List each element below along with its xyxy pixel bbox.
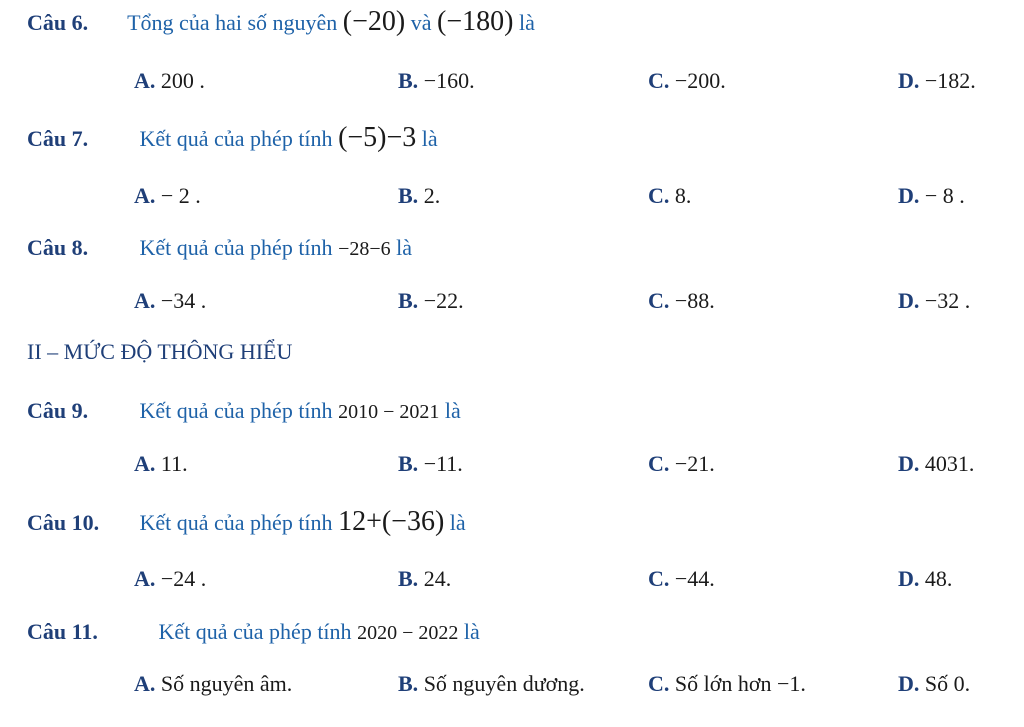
option-value: Số 0.	[924, 671, 971, 696]
question-connector: và	[410, 10, 432, 35]
question-tail: là	[463, 619, 480, 644]
option-d[interactable]	[898, 670, 970, 698]
question-number: Câu 6.	[27, 10, 89, 35]
option-letter: A.	[134, 68, 156, 93]
option-value: 200 .	[160, 68, 205, 93]
option-c[interactable]	[648, 67, 726, 95]
option-letter: A.	[134, 671, 156, 696]
question-text: Kết quả của phép tính	[139, 126, 333, 151]
option-letter: D.	[898, 671, 920, 696]
option-b[interactable]	[398, 67, 475, 95]
option-letter: C.	[648, 451, 670, 476]
options-q7	[0, 182, 1024, 212]
option-value: 2.	[423, 183, 441, 208]
option-letter: B.	[398, 183, 419, 208]
option-value: −21.	[674, 451, 715, 476]
option-letter: C.	[648, 183, 670, 208]
option-b[interactable]	[398, 182, 440, 210]
question-tail: là	[396, 235, 413, 260]
question-tail: là	[518, 10, 535, 35]
question-10	[27, 508, 466, 537]
question-number: Câu 8.	[27, 235, 89, 260]
question-number: Câu 11.	[27, 619, 98, 644]
option-value: −32 .	[924, 288, 971, 313]
question-math: 2020 − 2022	[357, 622, 459, 644]
question-math: 12+(−36)	[338, 506, 445, 537]
option-letter: D.	[898, 566, 920, 591]
option-letter: D.	[898, 288, 920, 313]
option-value: − 2 .	[160, 183, 201, 208]
option-letter: B.	[398, 68, 419, 93]
option-value: − 8 .	[924, 183, 965, 208]
option-c[interactable]	[648, 287, 715, 315]
option-a[interactable]	[134, 287, 206, 315]
option-letter: A.	[134, 183, 156, 208]
question-text: Kết quả của phép tính	[139, 510, 333, 535]
option-c[interactable]	[648, 670, 806, 698]
question-tail: là	[444, 398, 461, 423]
option-letter: C.	[648, 566, 670, 591]
options-q9	[0, 450, 1024, 480]
option-letter: B.	[398, 288, 419, 313]
question-math: −28−6	[338, 238, 391, 260]
question-text: Kết quả của phép tính	[139, 398, 333, 423]
option-letter: B.	[398, 451, 419, 476]
option-value: −34 .	[160, 288, 207, 313]
option-letter: A.	[134, 566, 156, 591]
option-letter: D.	[898, 68, 920, 93]
question-text: Kết quả của phép tính	[139, 235, 333, 260]
option-value: −88.	[674, 288, 715, 313]
question-text: Kết quả của phép tính	[158, 619, 352, 644]
option-letter: D.	[898, 451, 920, 476]
option-value: Số nguyên dương.	[423, 671, 585, 696]
option-letter: C.	[648, 288, 670, 313]
question-math: (−20)	[342, 6, 406, 37]
options-q6	[0, 67, 1024, 97]
question-math: 2010 − 2021	[338, 401, 440, 423]
option-letter: C.	[648, 68, 670, 93]
option-value: −22.	[423, 288, 464, 313]
option-a[interactable]	[134, 67, 205, 95]
option-letter: B.	[398, 566, 419, 591]
option-a[interactable]	[134, 450, 188, 478]
option-d[interactable]	[898, 287, 970, 315]
option-value: 11.	[160, 451, 188, 476]
option-value: −200.	[674, 68, 726, 93]
option-a[interactable]	[134, 182, 201, 210]
question-number: Câu 10.	[27, 510, 100, 535]
option-d[interactable]	[898, 182, 965, 210]
option-value: 4031.	[924, 451, 975, 476]
option-value: Số nguyên âm.	[160, 671, 293, 696]
option-value: −44.	[674, 566, 715, 591]
question-tail: là	[449, 510, 466, 535]
question-math-2: (−180)	[437, 6, 514, 37]
option-letter: D.	[898, 183, 920, 208]
option-a[interactable]	[134, 565, 206, 593]
question-math: (−5)−3	[338, 122, 417, 153]
question-11	[27, 618, 480, 647]
option-letter: C.	[648, 671, 670, 696]
question-number: Câu 9.	[27, 398, 89, 423]
question-8	[27, 234, 412, 263]
options-q8	[0, 287, 1024, 317]
option-c[interactable]	[648, 565, 715, 593]
option-value: −24 .	[160, 566, 207, 591]
question-9	[27, 397, 461, 426]
option-b[interactable]	[398, 450, 463, 478]
option-value: −182.	[924, 68, 976, 93]
options-q11	[0, 670, 1024, 700]
option-value: Số lớn hơn −1.	[674, 671, 806, 696]
option-d[interactable]	[898, 67, 976, 95]
option-d[interactable]	[898, 565, 952, 593]
option-value: 8.	[674, 183, 692, 208]
option-value: −160.	[423, 68, 475, 93]
option-b[interactable]	[398, 670, 585, 698]
options-q10	[0, 565, 1024, 595]
option-a[interactable]	[134, 670, 292, 698]
question-7	[27, 124, 438, 153]
option-c[interactable]	[648, 450, 715, 478]
option-d[interactable]	[898, 450, 974, 478]
option-b[interactable]	[398, 565, 451, 593]
option-value: 24.	[423, 566, 452, 591]
question-number: Câu 7.	[27, 126, 89, 151]
question-text: Tổng của hai số nguyên	[127, 10, 338, 35]
option-b[interactable]	[398, 287, 464, 315]
option-value: −11.	[423, 451, 463, 476]
option-letter: A.	[134, 451, 156, 476]
option-letter: A.	[134, 288, 156, 313]
question-6	[27, 8, 535, 37]
question-tail: là	[421, 126, 438, 151]
option-letter: B.	[398, 671, 419, 696]
option-c[interactable]	[648, 182, 691, 210]
section-title: II – MỨC ĐỘ THÔNG HIỂU	[27, 339, 293, 364]
option-value: 48.	[924, 566, 953, 591]
